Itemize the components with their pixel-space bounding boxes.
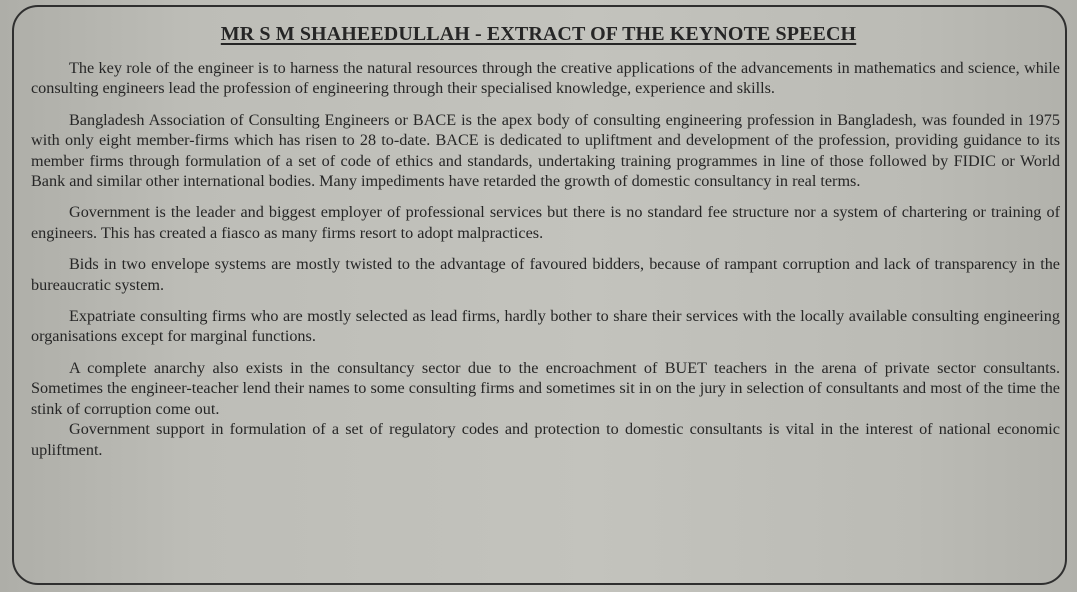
speech-body (31, 58, 1060, 460)
paragraph-3: Government is the leader and biggest employer of professional services but there is no standard fee structure nor a system of chartering or training of engineers. This has created a fiasco as many firms resort to adopt malpractices. (31, 203, 1060, 242)
document-title (0, 22, 1077, 46)
paragraph-2: Bangladesh Association of Consulting Engineers or BACE is the apex body of consulting engineering profession in Bangladesh, was founded in 1975 with only eight member-firms which has risen to 28 to-date. BACE is dedicated to upliftment and development of the profession, providing guidance to its member firms through formulation of a set of code of ethics and standards, undertaking training programmes in line of those followed by FIDIC or World Bank and similar other international bodies. Many impediments have retarded the growth of domestic consultancy in real terms. (31, 110, 1060, 191)
paragraph-1: The key role of the engineer is to harness the natural resources through the creative applications of the advancements in mathematics and science, while consulting engineers lead the profession of engineering through their specialised knowledge, experience and skills. (31, 59, 1060, 98)
paragraph-4: Bids in two envelope systems are mostly twisted to the advantage of favoured bidders, because of rampant corruption and lack of transparency in the bureaucratic system. (31, 255, 1060, 294)
title-text: MR S M SHAHEEDULLAH - EXTRACT OF THE KEYNOTE SPEECH (220, 23, 857, 45)
paragraph-5: Expatriate consulting firms who are mostly selected as lead firms, hardly bother to share their services with the locally available consulting engineering organisations except for marginal functions. (31, 307, 1060, 346)
paragraph-6: A complete anarchy also exists in the consultancy sector due to the encroachment of BUET teachers in the arena of private sector consultants. Sometimes the engineer-teacher lend their names to some consulting firms and sometimes sit in on the jury in selection of consultants and most of the time the stink of corruption come out. (31, 358, 1060, 418)
paragraph-7: Government support in formulation of a set of regulatory codes and protection to domestic consultants is vital in the interest of national economic upliftment. (31, 420, 1060, 459)
